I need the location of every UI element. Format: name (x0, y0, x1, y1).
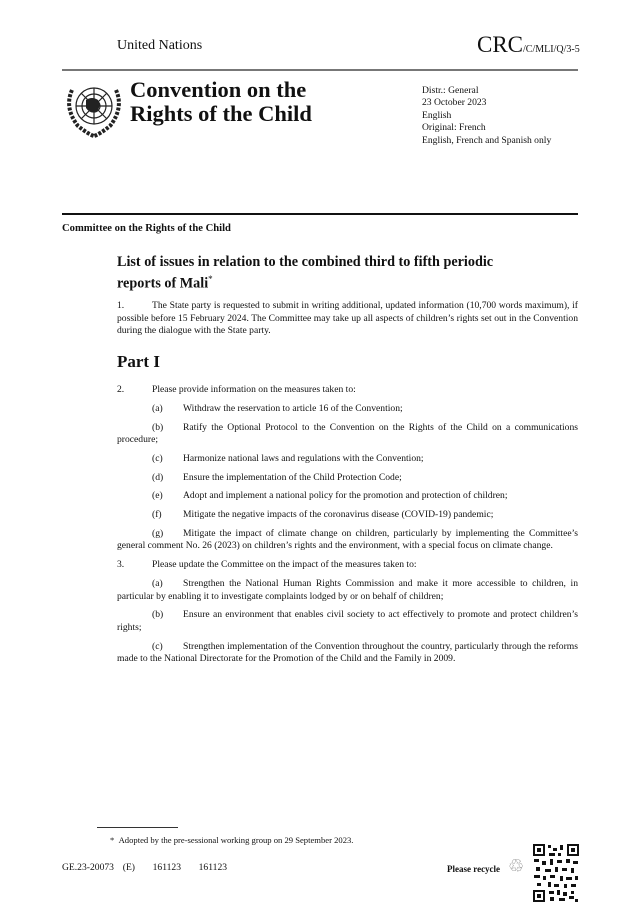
item-letter: (b) (152, 609, 164, 621)
footnote-rule (97, 827, 178, 828)
item-text: Mitigate the negative impacts of the coronavirus disease (COVID-19) pandemic; (183, 509, 494, 521)
date: 23 October 2023 (422, 97, 487, 109)
item-text: Withdraw the reservation to article 16 of the Convention; (183, 402, 403, 414)
item-text: Ensure an environment that enables civil society to act effectively to promote and protect children’s rights; (117, 609, 578, 633)
list-item (117, 472, 578, 485)
item-text: Harmonize national laws and regulations with the Convention; (183, 452, 424, 464)
list-item (117, 528, 578, 553)
languages-available: English, French and Spanish only (422, 134, 552, 146)
part-heading: Part I (117, 352, 160, 372)
un-emblem-icon (64, 78, 124, 138)
symbol-main: CRC (477, 32, 524, 57)
list-item (117, 578, 578, 603)
list-item (117, 490, 578, 503)
paragraph-text: Please update the Committee on the impact of the measures taken to: (152, 559, 417, 571)
list-item (117, 403, 578, 416)
paragraph-3 (117, 559, 578, 572)
language: English (422, 109, 452, 121)
paragraph-number: 3. (117, 559, 125, 571)
footnote-mark: * (110, 835, 115, 845)
title-line-2: Rights of the Child (130, 101, 312, 126)
job-number: GE.23-20073 (E) 161123 161123 (62, 862, 228, 873)
paragraph-1 (117, 300, 578, 338)
list-item (117, 453, 578, 466)
list-item (117, 641, 578, 666)
header-rule (62, 69, 578, 71)
symbol-rest: /C/MLI/Q/3-5 (523, 44, 580, 55)
item-text: Adopt and implement a national policy for the promotion and protection of children; (183, 490, 508, 502)
item-letter: (d) (152, 471, 164, 483)
paragraph-text: The State party is requested to submit in writing additional, updated information (10,700 words maximum), if possible before 15 February 2024. The Committee may take up all aspects of children’s rights set out in the Convention during the dialogue with the State party. (117, 300, 578, 337)
organization-name: United Nations (117, 38, 203, 53)
paragraph-number: 1. (117, 300, 125, 311)
list-item (117, 422, 578, 447)
item-letter: (g) (152, 527, 164, 539)
title-rule (62, 213, 578, 215)
recycle-icon: ♲ (508, 856, 525, 876)
item-letter: (e) (152, 490, 163, 502)
item-text: Strengthen implementation of the Convention throughout the country, particularly through the reforms made to the National Directorate for the Promotion of the Child and the Family in 2009. (117, 640, 578, 665)
item-text: Mitigate the impact of climate change on children, particularly by implementing the Committee’s general comment No. 26 (2023) on children’s rights and the environment, with a special focus on climate change. (117, 527, 578, 552)
document-heading (117, 254, 517, 293)
item-text: Ensure the implementation of the Child Protection Code; (183, 471, 402, 483)
item-letter: (a) (152, 402, 163, 414)
list-item (117, 609, 578, 634)
qr-code-icon (533, 844, 579, 902)
original-language: Original: French (422, 122, 486, 134)
list-item (117, 509, 578, 522)
item-letter: (a) (152, 577, 163, 589)
committee-name: Committee on the Rights of the Child (62, 223, 231, 234)
heading-text: List of issues in relation to the combined third to fifth periodic reports of Mali (117, 254, 494, 292)
footnote-text: Adopted by the pre-sessional working group on 29 September 2023. (118, 835, 354, 845)
distribution: Distr.: General (422, 85, 479, 96)
footnote (110, 835, 353, 845)
document-symbol (477, 32, 580, 58)
distribution-block (422, 85, 551, 147)
item-letter: (b) (152, 421, 164, 433)
paragraph-number: 2. (117, 384, 125, 396)
document-body (117, 300, 578, 672)
item-text: Ratify the Optional Protocol to the Convention on the Rights of the Child on a communications procedure; (117, 421, 578, 446)
item-text: Strengthen the National Human Rights Commission and make it more accessible to children, in particular by enabling it to investigate complaints lodged by or on behalf of children; (117, 577, 578, 602)
item-letter: (c) (152, 640, 163, 652)
please-recycle: Please recycle (447, 864, 501, 874)
document-title (130, 78, 312, 126)
item-letter: (c) (152, 452, 163, 464)
item-letter: (f) (152, 509, 162, 521)
footnote-ref: * (208, 274, 213, 284)
paragraph-2 (117, 384, 578, 397)
title-line-1: Convention on the (130, 77, 307, 102)
paragraph-text: Please provide information on the measures taken to: (152, 384, 356, 396)
